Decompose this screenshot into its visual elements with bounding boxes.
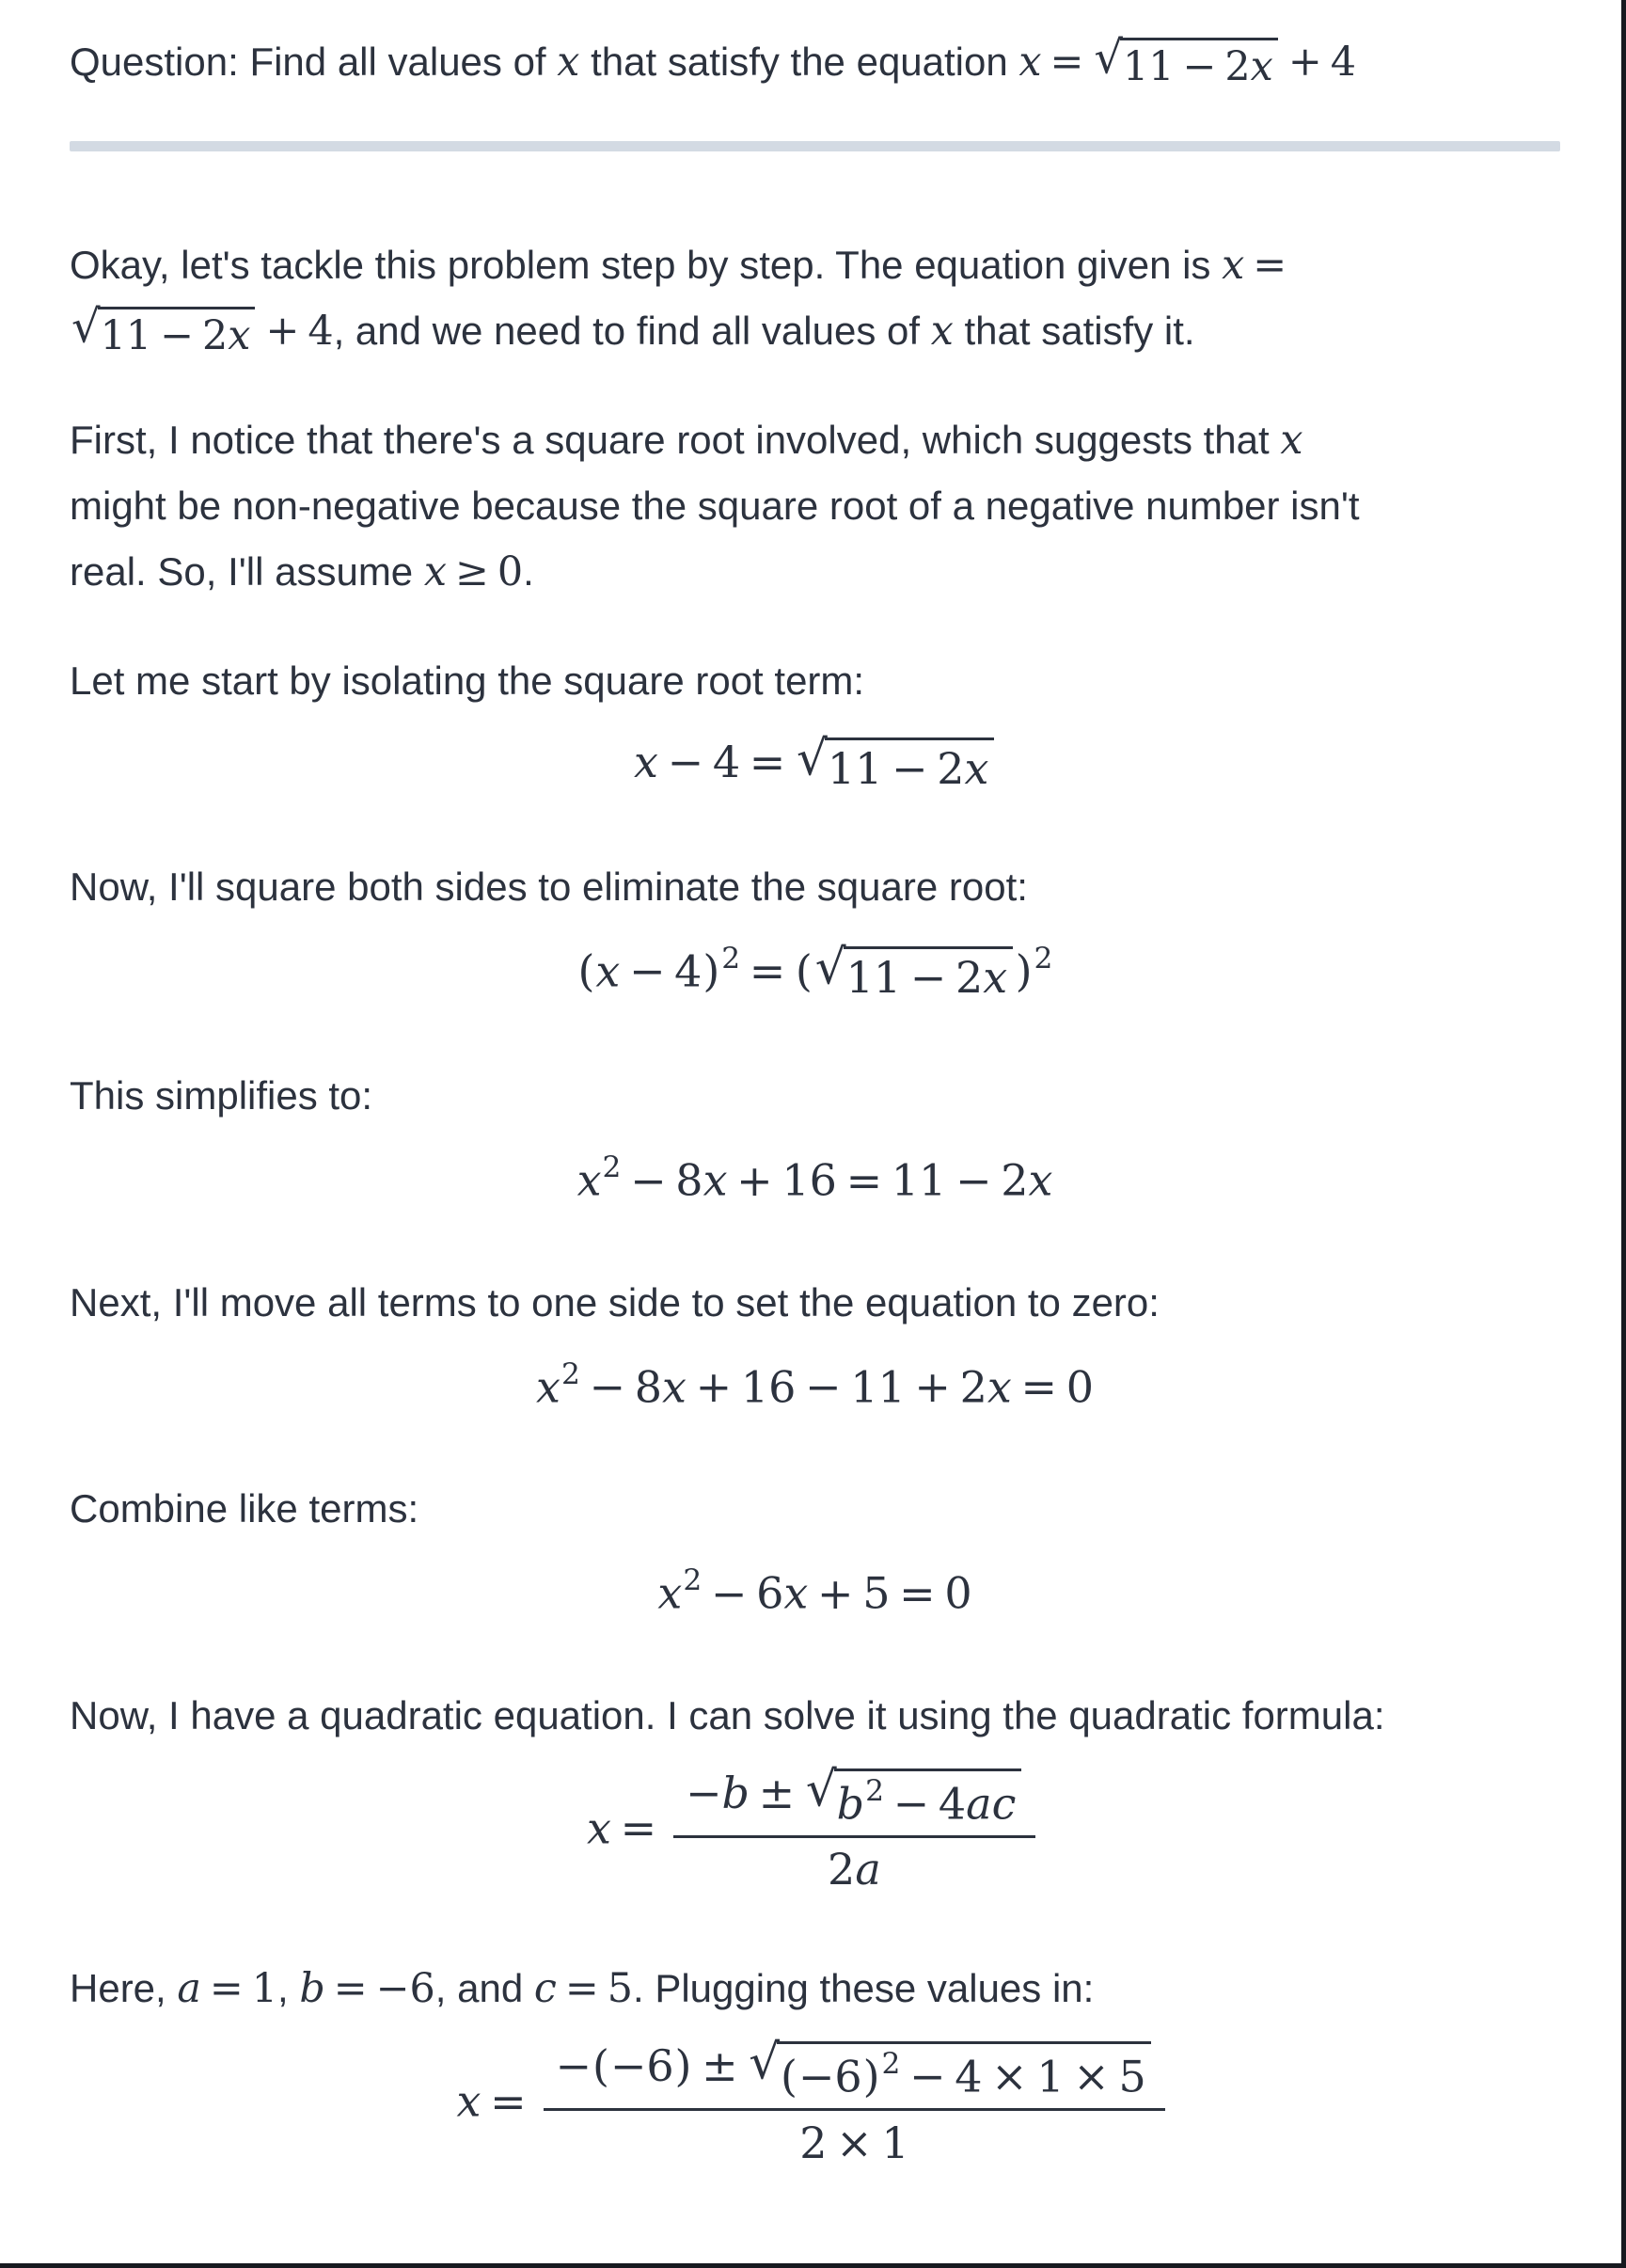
paragraph	[70, 1270, 1560, 1336]
sqrt-radical	[71, 300, 255, 359]
math-operator: =	[620, 1802, 657, 1854]
math-variable: b	[836, 1778, 865, 1830]
math-number: 5	[862, 1567, 891, 1619]
math-operator: −	[892, 742, 928, 794]
math-variable: x	[228, 311, 251, 359]
math-variable: c	[533, 1965, 557, 2013]
window-edge-bottom	[0, 2263, 1626, 2268]
math-operator: −	[710, 1567, 748, 1619]
math-variable: x	[930, 308, 954, 355]
text-run: that satisfy the equation	[579, 40, 1019, 84]
math-variable: a	[177, 1965, 201, 2013]
radical-sign-icon: √	[805, 1761, 837, 1818]
math-delimiter: )	[702, 945, 720, 997]
math-delimiter: (	[592, 2040, 609, 2092]
radicand	[1120, 38, 1277, 90]
math-operator: ≥	[454, 548, 489, 595]
text-run: Next, I'll move all terms to one side to set the equation to zero:	[70, 1279, 1160, 1324]
math-number: 2	[937, 742, 965, 794]
text-run: Here,	[70, 1966, 178, 2011]
math-operator: =	[333, 1965, 368, 2013]
fraction-denominator	[787, 2117, 921, 2169]
math-superscript: 2	[865, 1773, 884, 1808]
math-operator: ×	[836, 2117, 873, 2168]
math-variable: x	[1028, 1154, 1053, 1206]
math-number: 2	[201, 311, 229, 359]
math-operator: ×	[1073, 2051, 1110, 2102]
math-variable: x	[983, 952, 1008, 1004]
math-number: 0	[944, 1567, 972, 1619]
paragraph	[70, 232, 1560, 364]
math-variable: x	[456, 2075, 481, 2127]
math-operator: −	[892, 1778, 930, 1830]
radical-sign-icon: √	[749, 2034, 781, 2091]
math-number: 11	[1123, 42, 1175, 90]
sqrt-radical	[805, 1761, 1021, 1830]
inline-math	[1280, 418, 1302, 463]
math-number: 4	[712, 737, 741, 787]
text-run: might be non-negative because the square root of a negative number isn't	[70, 484, 1360, 528]
math-number: 2	[828, 1844, 856, 1895]
math-variable: x	[702, 1154, 728, 1206]
sqrt-radical	[814, 939, 1013, 1004]
inline-math	[299, 1966, 434, 2011]
text-run: that satisfy it.	[953, 309, 1195, 353]
math-number: 1	[881, 2117, 909, 2168]
text-run: . Plugging these values in:	[633, 1966, 1095, 2011]
math-number: 0	[497, 548, 524, 595]
math-superscript: 2	[602, 1150, 622, 1185]
math-delimiter: )	[862, 2051, 880, 2102]
math-number: 8	[634, 1361, 662, 1413]
math-number: 16	[740, 1361, 797, 1413]
display-equation	[70, 730, 1560, 794]
sqrt-radical	[796, 730, 994, 794]
math-variable: x	[987, 1361, 1012, 1413]
display-equation	[70, 1355, 1560, 1416]
radicand	[777, 2041, 1151, 2101]
math-sign: −	[797, 2051, 835, 2102]
math-delimiter: (	[781, 2051, 797, 2102]
math-operator: −	[667, 737, 704, 787]
math-operator: =	[1020, 1361, 1058, 1413]
solution-content	[70, 232, 1560, 2229]
radical-sign-icon: √	[1094, 31, 1123, 85]
inline-math	[534, 1966, 633, 2011]
text-run: .	[523, 549, 534, 594]
text-run: Now, I have a quadratic equation. I can solve it using the quadratic formula:	[70, 1692, 1385, 1737]
sqrt-radical	[1094, 31, 1277, 90]
inline-math	[557, 40, 579, 85]
math-variable: x	[1018, 39, 1042, 86]
math-superscript: 2	[881, 2047, 901, 2082]
inline-math	[1222, 243, 1295, 288]
radicand	[834, 1768, 1021, 1829]
inline-math	[931, 309, 954, 354]
radicand	[844, 946, 1013, 1003]
math-sign: −	[555, 2040, 592, 2092]
paragraph	[70, 407, 1560, 605]
radical-sign-icon: √	[796, 730, 828, 787]
display-equation	[70, 1148, 1560, 1209]
math-superscript: 2	[721, 942, 741, 976]
math-variable: x	[1250, 42, 1273, 90]
math-superscript: 2	[560, 1356, 580, 1391]
math-number: 1	[1036, 2051, 1065, 2102]
math-number: 6	[409, 1965, 435, 2013]
math-variable: x	[1222, 242, 1245, 289]
math-number: 2	[959, 1361, 987, 1413]
math-variable: b	[299, 1965, 325, 2013]
math-operator: +	[914, 1361, 951, 1413]
math-number: 4	[938, 1778, 967, 1830]
math-operator: ±	[702, 2040, 738, 2092]
sqrt-radical	[749, 2034, 1151, 2102]
math-number: 6	[834, 2051, 862, 2102]
math-delimiter: )	[1015, 945, 1033, 997]
math-sign: −	[685, 1767, 722, 1818]
math-operator: −	[909, 2051, 946, 2102]
math-variable: x	[634, 737, 658, 787]
math-number: 11	[845, 952, 902, 1004]
fraction	[673, 1761, 1035, 1895]
inline-math	[1018, 31, 1357, 90]
math-number: 4	[674, 945, 702, 997]
math-operator: =	[209, 1965, 244, 2013]
radical-sign-icon: √	[71, 300, 101, 354]
paragraph	[70, 648, 1560, 714]
math-number: 4	[1330, 39, 1357, 86]
math-operator: +	[265, 308, 300, 355]
math-number: 5	[1118, 2051, 1146, 2102]
math-number: 11	[891, 1154, 947, 1206]
math-variable: x	[662, 1361, 687, 1413]
text-run: First, I notice that there's a square root involved, which suggests that	[70, 418, 1281, 462]
inline-math	[424, 549, 523, 595]
math-number: 2	[1001, 1154, 1029, 1206]
math-number: 16	[781, 1154, 837, 1206]
math-number: 2	[1224, 42, 1251, 90]
math-variable: x	[423, 548, 447, 595]
text-run: Question: Find all values of	[70, 40, 558, 84]
paragraph	[70, 1476, 1560, 1542]
display-equation	[70, 2034, 1560, 2168]
math-sign: −	[609, 2040, 647, 2092]
math-operator: =	[845, 1154, 883, 1206]
window-edge-right	[1621, 0, 1626, 2268]
math-operator: −	[909, 952, 947, 1004]
radicand	[825, 737, 994, 794]
text-run: Okay, let's tackle this problem step by step. The equation given is	[70, 243, 1223, 287]
display-equation	[70, 1761, 1560, 1895]
math-variable: x	[1280, 417, 1303, 464]
math-operator: +	[1287, 39, 1322, 86]
math-number: 11	[100, 311, 152, 359]
text-run: ,	[277, 1966, 300, 2011]
math-operator: =	[564, 1965, 599, 2013]
math-operator: −	[1182, 42, 1217, 90]
math-number: 11	[850, 1361, 906, 1413]
math-delimiter: (	[795, 945, 813, 997]
math-delimiter: )	[674, 2040, 692, 2092]
paragraph	[70, 854, 1560, 920]
math-variable: c	[991, 1778, 1017, 1830]
math-number: 11	[827, 742, 883, 794]
math-operator: ±	[758, 1767, 796, 1818]
math-operator: +	[695, 1361, 733, 1413]
fraction-numerator	[673, 1761, 1035, 1830]
text-run: , and	[434, 1966, 534, 2011]
math-operator: −	[955, 1154, 992, 1206]
paragraph	[70, 1063, 1560, 1129]
math-variable: x	[657, 1567, 683, 1619]
math-number: 4	[955, 2051, 983, 2102]
display-equation	[70, 1561, 1560, 1622]
question-heading	[70, 28, 1560, 96]
paragraph	[70, 1956, 1560, 2022]
math-variable: b	[721, 1767, 750, 1818]
fraction-bar	[673, 1835, 1035, 1838]
math-variable: a	[855, 1844, 881, 1895]
math-number: 1	[251, 1965, 278, 2013]
fraction-numerator	[544, 2034, 1166, 2102]
text-run: Combine like terms:	[70, 1486, 419, 1531]
text-run: real. So, I'll assume	[70, 549, 424, 594]
math-variable: x	[536, 1361, 560, 1413]
math-number: 5	[607, 1965, 633, 2013]
radical-sign-icon: √	[814, 939, 846, 996]
math-variable: x	[964, 742, 989, 794]
paragraph	[70, 1683, 1560, 1749]
math-operator: =	[1050, 39, 1084, 86]
math-operator: +	[816, 1567, 854, 1619]
fraction-bar	[544, 2108, 1166, 2111]
math-variable: a	[966, 1778, 992, 1830]
inline-math	[177, 1966, 277, 2011]
math-operator: −	[628, 945, 666, 997]
math-variable: x	[783, 1567, 809, 1619]
text-run: Let me start by isolating the square root term:	[70, 658, 865, 703]
math-sign: −	[375, 1965, 410, 2013]
text-run: , and we need to find all values of	[333, 309, 931, 353]
math-operator: =	[749, 945, 786, 997]
math-number: 0	[1066, 1361, 1094, 1413]
fraction-denominator	[815, 1844, 892, 1895]
math-operator: −	[805, 1361, 842, 1413]
math-operator: ×	[991, 2051, 1028, 2102]
fraction	[544, 2034, 1166, 2168]
math-variable: x	[576, 1154, 602, 1206]
math-operator: −	[160, 311, 194, 359]
math-operator: −	[630, 1154, 667, 1206]
display-equation	[70, 939, 1560, 1003]
math-variable: x	[587, 1802, 611, 1854]
inline-math	[70, 300, 334, 359]
math-number: 2	[955, 952, 984, 1004]
math-variable: x	[557, 39, 580, 86]
math-operator: +	[736, 1154, 773, 1206]
math-superscript: 2	[1034, 942, 1053, 976]
math-superscript: 2	[683, 1563, 702, 1598]
text-run: Now, I'll square both sides to eliminate the square root:	[70, 864, 1028, 910]
math-operator: =	[899, 1567, 936, 1619]
question-divider	[70, 141, 1560, 151]
math-operator: =	[749, 737, 786, 787]
math-variable: x	[595, 945, 621, 997]
math-number: 6	[756, 1567, 784, 1619]
math-number: 4	[308, 308, 334, 355]
math-operator: =	[1253, 242, 1287, 289]
text-run: This simplifies to:	[70, 1073, 373, 1118]
math-operator: −	[589, 1361, 626, 1413]
math-delimiter: (	[577, 945, 595, 997]
radicand	[98, 307, 255, 359]
math-operator: =	[490, 2075, 527, 2127]
math-number: 6	[646, 2040, 674, 2092]
math-number: 2	[799, 2117, 828, 2168]
math-number: 8	[675, 1154, 703, 1206]
